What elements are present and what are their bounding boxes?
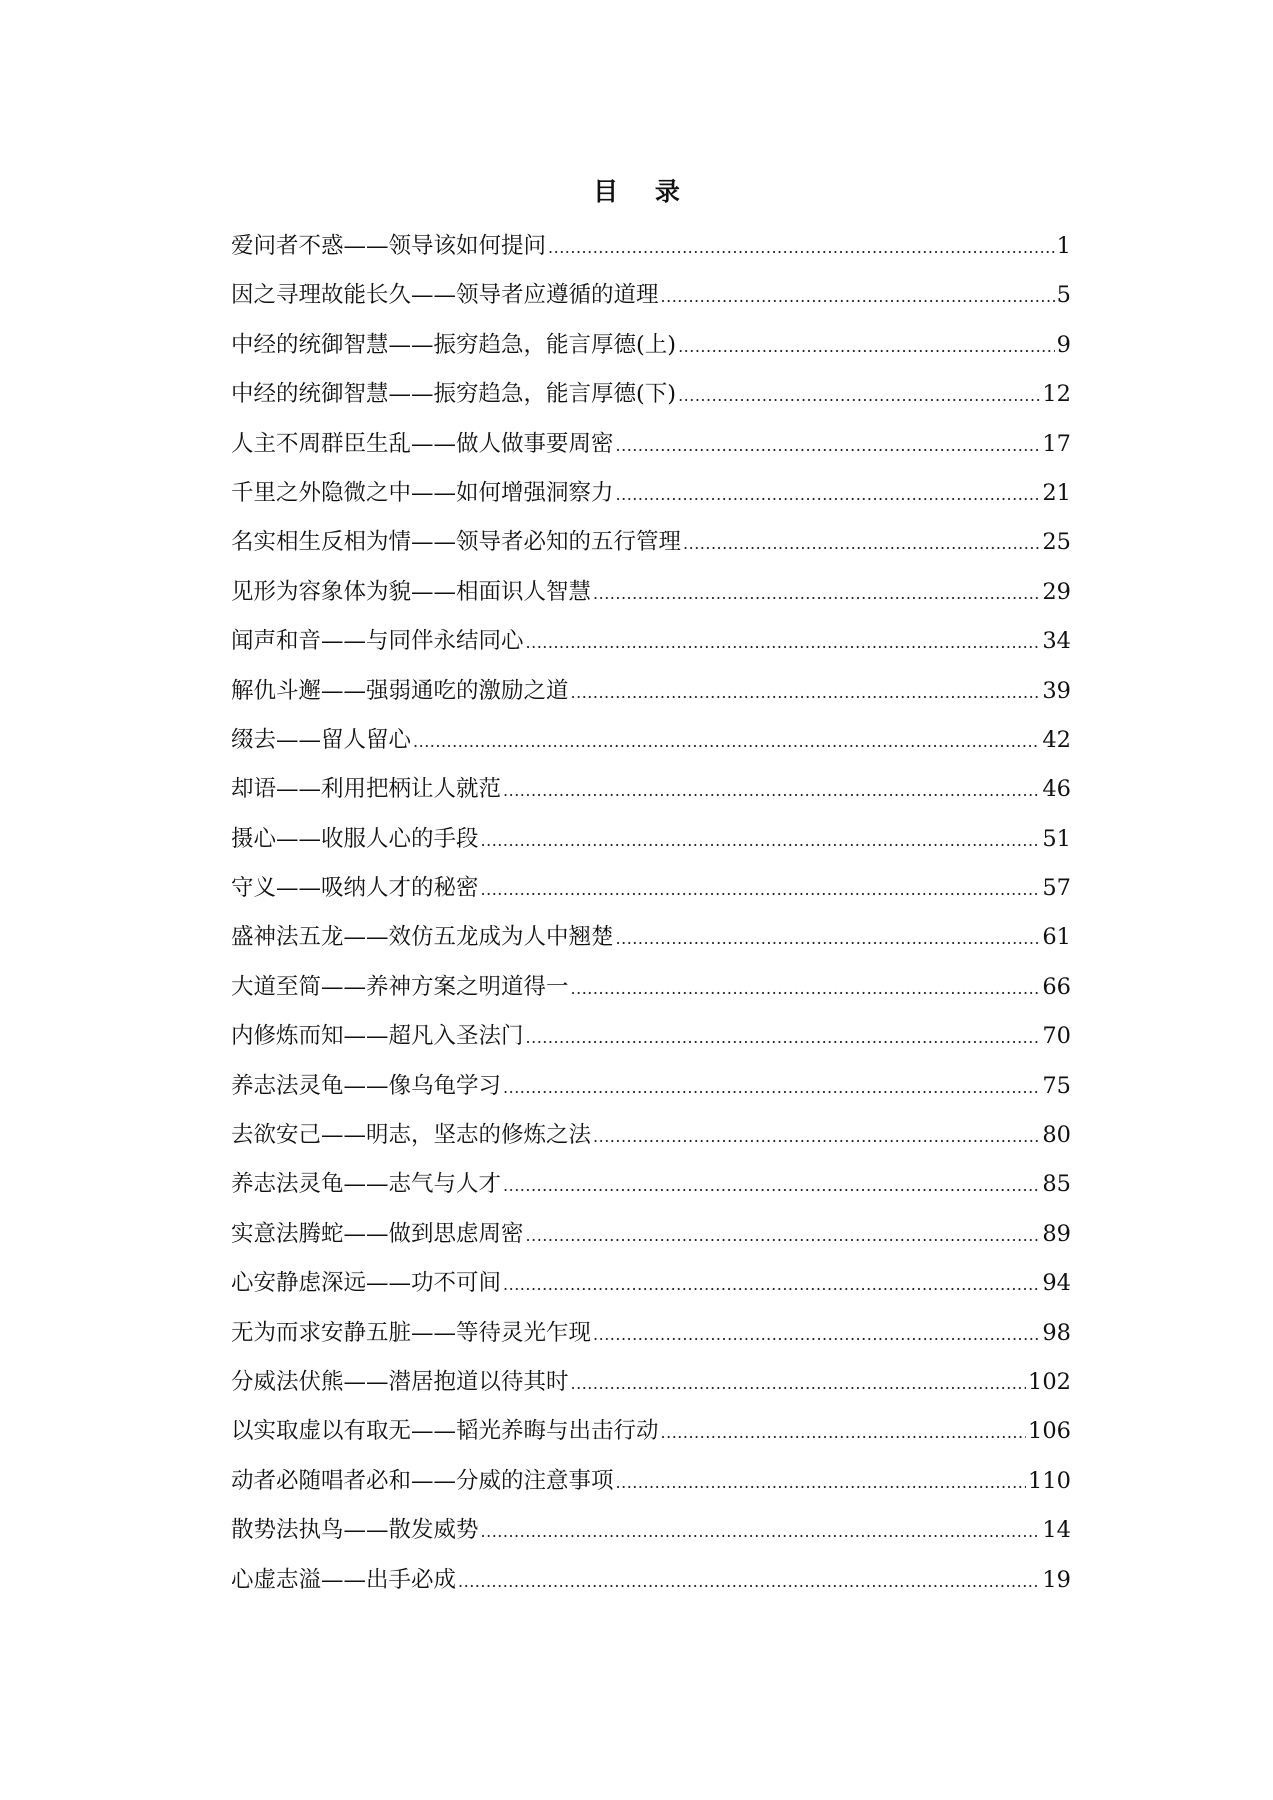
toc-entry[interactable] xyxy=(231,821,1071,870)
toc-entry-title: 分威法伏熊——潜居抱道以待其时 xyxy=(231,1368,569,1395)
dot-leader xyxy=(526,1028,1041,1047)
toc-entry-page-number: 5 xyxy=(1056,282,1071,309)
toc-entry-title: 大道至简——养神方案之明道得一 xyxy=(231,973,569,1000)
toc-entry-title: 中经的统御智慧——振穷趋急，能言厚德(下) xyxy=(231,381,677,408)
toc-entry-title: 中经的统御智慧——振穷趋急，能言厚德(上) xyxy=(231,331,677,358)
toc-entry-page-number: 51 xyxy=(1042,825,1071,852)
toc-entry[interactable] xyxy=(231,228,1071,277)
toc-entry-page-number: 46 xyxy=(1042,776,1071,803)
toc-entry-page-number: 94 xyxy=(1042,1270,1071,1297)
toc-entry-page-number: 39 xyxy=(1042,677,1071,704)
page-title: 目 录 xyxy=(593,177,694,206)
toc-entry-title: 去欲安己——明志，坚志的修炼之法 xyxy=(231,1122,592,1149)
toc-entry[interactable] xyxy=(231,722,1071,771)
dot-leader xyxy=(571,979,1041,998)
toc-entry[interactable] xyxy=(231,1512,1071,1561)
toc-entry-title: 缀去——留人留心 xyxy=(231,726,412,753)
toc-entry[interactable] xyxy=(231,426,1071,475)
toc-entry[interactable] xyxy=(231,870,1071,919)
toc-entry-page-number: 9 xyxy=(1056,331,1071,358)
toc-entry[interactable] xyxy=(231,1364,1071,1413)
dot-leader xyxy=(503,1275,1040,1294)
toc-entry-title: 内修炼而知——超凡入圣法门 xyxy=(231,1023,524,1050)
dot-leader xyxy=(458,1572,1040,1591)
toc-entry[interactable] xyxy=(231,1166,1071,1215)
dot-leader xyxy=(503,781,1040,800)
toc-entry[interactable] xyxy=(231,327,1071,376)
toc-entry[interactable] xyxy=(231,969,1071,1018)
toc-entry-page-number: 19 xyxy=(1042,1566,1071,1593)
toc-entry-page-number: 1 xyxy=(1056,233,1071,259)
toc-entry-title: 养志法灵龟——志气与人才 xyxy=(231,1171,502,1198)
toc-entry[interactable] xyxy=(231,673,1071,722)
dot-leader xyxy=(616,485,1041,504)
dot-leader xyxy=(678,337,1055,356)
toc-entry-title: 盛神法五龙——效仿五龙成为人中翘楚 xyxy=(231,924,614,951)
toc-entry-page-number: 34 xyxy=(1042,628,1071,655)
toc-entry-title: 爱问者不惑——领导该如何提问 xyxy=(231,233,547,259)
toc-entry-page-number: 70 xyxy=(1042,1023,1071,1050)
dot-leader xyxy=(481,831,1041,850)
dot-leader xyxy=(661,1423,1027,1442)
toc-entry-title: 摄心——收服人心的手段 xyxy=(231,825,479,852)
dot-leader xyxy=(683,534,1040,553)
toc-entry-page-number: 102 xyxy=(1028,1368,1071,1395)
toc-entry-title: 名实相生反相为情——领导者必知的五行管理 xyxy=(231,529,682,556)
toc-entry-title: 却语——利用把柄让人就范 xyxy=(231,776,502,803)
dot-leader xyxy=(593,584,1040,603)
toc-entry-title: 以实取虚以有取无——韬光养晦与出击行动 xyxy=(231,1418,659,1445)
toc-entry[interactable] xyxy=(231,771,1071,820)
dot-leader xyxy=(616,929,1041,948)
toc-entry-title: 守义——吸纳人才的秘密 xyxy=(231,875,479,902)
toc-entry-title: 见形为容象体为貌——相面识人智慧 xyxy=(231,578,592,605)
dot-leader xyxy=(413,732,1040,751)
dot-leader xyxy=(571,1374,1027,1393)
toc-entry[interactable] xyxy=(231,919,1071,968)
toc-entry[interactable] xyxy=(231,1315,1071,1364)
toc-entry-title: 因之寻理故能长久——领导者应遵循的道理 xyxy=(231,282,659,309)
toc-entry-title: 动者必随唱者必和——分威的注意事项 xyxy=(231,1467,614,1494)
toc-entry[interactable] xyxy=(231,1018,1071,1067)
toc-entry-title: 散势法执鸟——散发威势 xyxy=(231,1517,479,1544)
dot-leader xyxy=(616,436,1041,455)
toc-entry[interactable] xyxy=(231,475,1071,524)
dot-leader xyxy=(481,880,1041,899)
toc-entry[interactable] xyxy=(231,574,1071,623)
dot-leader xyxy=(616,1473,1027,1492)
toc-entry-title: 养志法灵龟——像乌龟学习 xyxy=(231,1072,502,1099)
dot-leader xyxy=(548,238,1055,257)
toc-entry[interactable] xyxy=(231,1463,1071,1512)
toc-entry[interactable] xyxy=(231,277,1071,326)
toc-entry[interactable] xyxy=(231,1216,1071,1265)
toc-entry-page-number: 21 xyxy=(1042,479,1071,506)
dot-leader xyxy=(571,683,1041,702)
toc-entry-title: 解仇斗邂——强弱通吃的激励之道 xyxy=(231,677,569,704)
toc-entry[interactable] xyxy=(231,1265,1071,1314)
toc-entry-title: 闻声和音——与同伴永结同心 xyxy=(231,628,524,655)
toc-entry-title: 心安静虑深远——功不可间 xyxy=(231,1270,502,1297)
toc-entry-title: 人主不周群臣生乱——做人做事要周密 xyxy=(231,430,614,457)
toc-entry-page-number: 61 xyxy=(1042,924,1071,951)
toc-entry-page-number: 106 xyxy=(1028,1418,1071,1445)
toc-entry-page-number: 75 xyxy=(1042,1072,1071,1099)
toc-entry[interactable] xyxy=(231,1117,1071,1166)
toc-entry[interactable] xyxy=(231,524,1071,573)
toc-entry-page-number: 17 xyxy=(1042,430,1071,457)
dot-leader xyxy=(503,1176,1040,1195)
toc-entry-page-number: 110 xyxy=(1028,1467,1071,1494)
toc-entry[interactable] xyxy=(231,376,1071,425)
toc-entry-page-number: 42 xyxy=(1042,726,1071,753)
toc-entry-title: 无为而求安静五脏——等待灵光乍现 xyxy=(231,1319,592,1346)
toc-entry-title: 实意法腾蛇——做到思虑周密 xyxy=(231,1220,524,1247)
toc-entry-page-number: 66 xyxy=(1042,973,1071,1000)
dot-leader xyxy=(481,1522,1041,1541)
table-of-contents xyxy=(231,228,1071,1611)
toc-entry-page-number: 98 xyxy=(1042,1319,1071,1346)
toc-entry[interactable] xyxy=(231,1068,1071,1117)
dot-leader xyxy=(526,1226,1041,1245)
toc-entry-page-number: 85 xyxy=(1042,1171,1071,1198)
toc-entry[interactable] xyxy=(231,623,1071,672)
toc-entry-page-number: 14 xyxy=(1042,1517,1071,1544)
dot-leader xyxy=(503,1078,1040,1097)
toc-entry-page-number: 57 xyxy=(1042,875,1071,902)
toc-entry-page-number: 12 xyxy=(1042,381,1071,408)
toc-entry-page-number: 29 xyxy=(1042,578,1071,605)
toc-entry-page-number: 25 xyxy=(1042,529,1071,556)
dot-leader xyxy=(678,386,1040,405)
toc-entry-page-number: 80 xyxy=(1042,1122,1071,1149)
toc-entry-title: 千里之外隐微之中——如何增强洞察力 xyxy=(231,479,614,506)
toc-entry[interactable] xyxy=(231,1413,1071,1462)
toc-entry-title: 心虚志溢——出手必成 xyxy=(231,1566,457,1593)
dot-leader xyxy=(526,633,1041,652)
toc-entry-page-number: 89 xyxy=(1042,1220,1071,1247)
toc-entry[interactable] xyxy=(231,1562,1071,1611)
dot-leader xyxy=(593,1127,1040,1146)
dot-leader xyxy=(661,287,1055,306)
dot-leader xyxy=(593,1325,1040,1344)
